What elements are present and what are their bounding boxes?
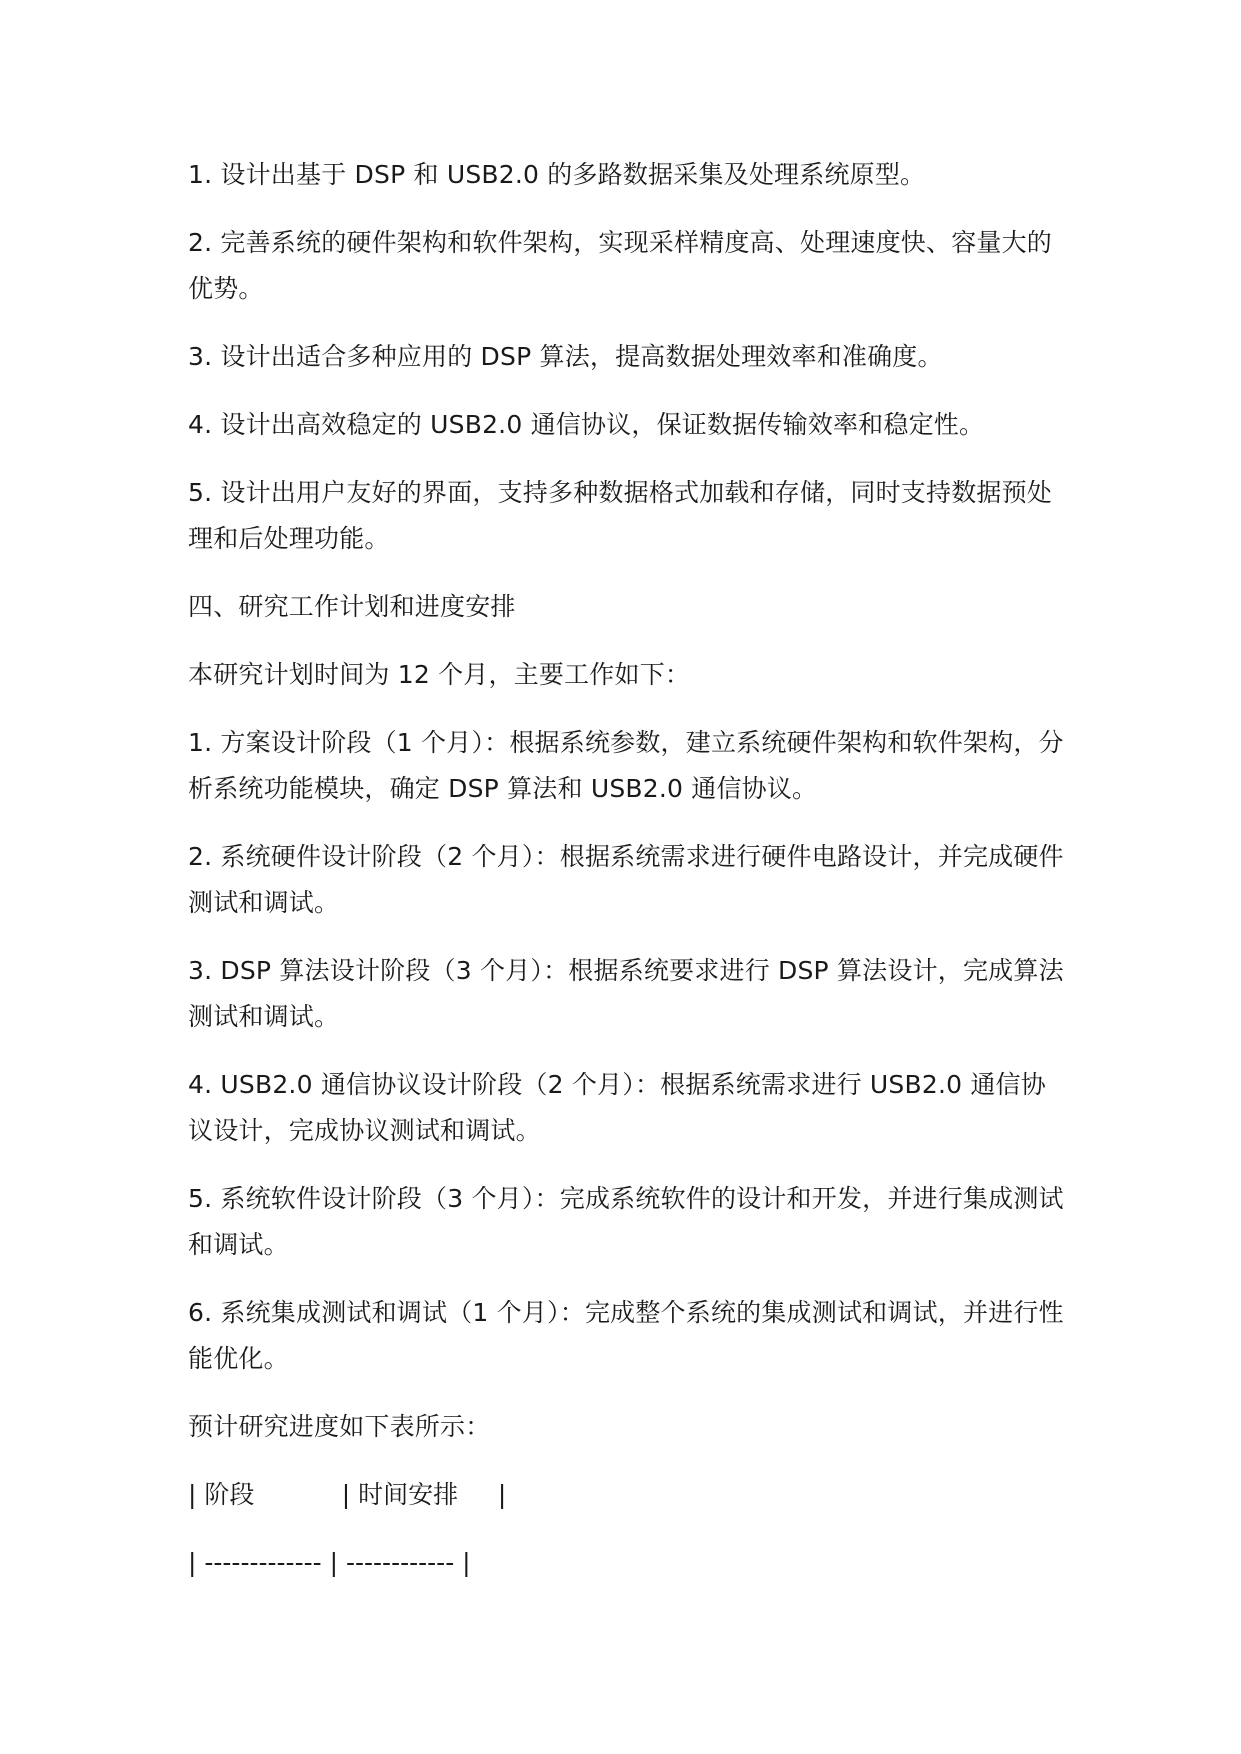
table-separator-row: | ------------- | ------------ |	[188, 1548, 471, 1577]
goal-item-2: 2. 完善系统的硬件架构和软件架构，实现采样精度高、处理速度快、容量大的优势。	[188, 228, 1053, 303]
goal-item-4: 4. 设计出高效稳定的 USB2.0 通信协议，保证数据传输效率和稳定性。	[188, 410, 985, 439]
plan-stage-1: 1. 方案设计阶段（1 个月）：根据系统参数，建立系统硬件架构和软件架构，分析系统功能模块，确定 DSP 算法和 USB2.0 通信协议。	[188, 728, 1064, 803]
document-body	[188, 152, 1068, 1608]
plan-stage-3: 3. DSP 算法设计阶段（3 个月）：根据系统要求进行 DSP 算法设计，完成算法测试和调试。	[188, 956, 1064, 1031]
goal-item-1: 1. 设计出基于 DSP 和 USB2.0 的多路数据采集及处理系统原型。	[188, 160, 926, 189]
table-header-row: | 阶段 | 时间安排 |	[188, 1480, 507, 1509]
plan-stage-5: 5. 系统软件设计阶段（3 个月）：完成系统软件的设计和开发，并进行集成测试和调试。	[188, 1184, 1064, 1259]
section-heading: 四、研究工作计划和进度安排	[188, 592, 516, 621]
plan-stage-2: 2. 系统硬件设计阶段（2 个月）：根据系统需求进行硬件电路设计，并完成硬件测试和调试。	[188, 842, 1064, 917]
plan-intro: 本研究计划时间为 12 个月，主要工作如下：	[188, 660, 691, 689]
goal-item-3: 3. 设计出适合多种应用的 DSP 算法，提高数据处理效率和准确度。	[188, 342, 943, 371]
schedule-intro: 预计研究进度如下表所示：	[188, 1412, 491, 1441]
plan-stage-4: 4. USB2.0 通信协议设计阶段（2 个月）：根据系统需求进行 USB2.0 通信协议设计，完成协议测试和调试。	[188, 1070, 1046, 1145]
goal-item-5: 5. 设计出用户友好的界面，支持多种数据格式加载和存储，同时支持数据预处理和后处理功能。	[188, 478, 1053, 553]
plan-stage-6: 6. 系统集成测试和调试（1 个月）：完成整个系统的集成测试和调试，并进行性能优化。	[188, 1298, 1064, 1373]
